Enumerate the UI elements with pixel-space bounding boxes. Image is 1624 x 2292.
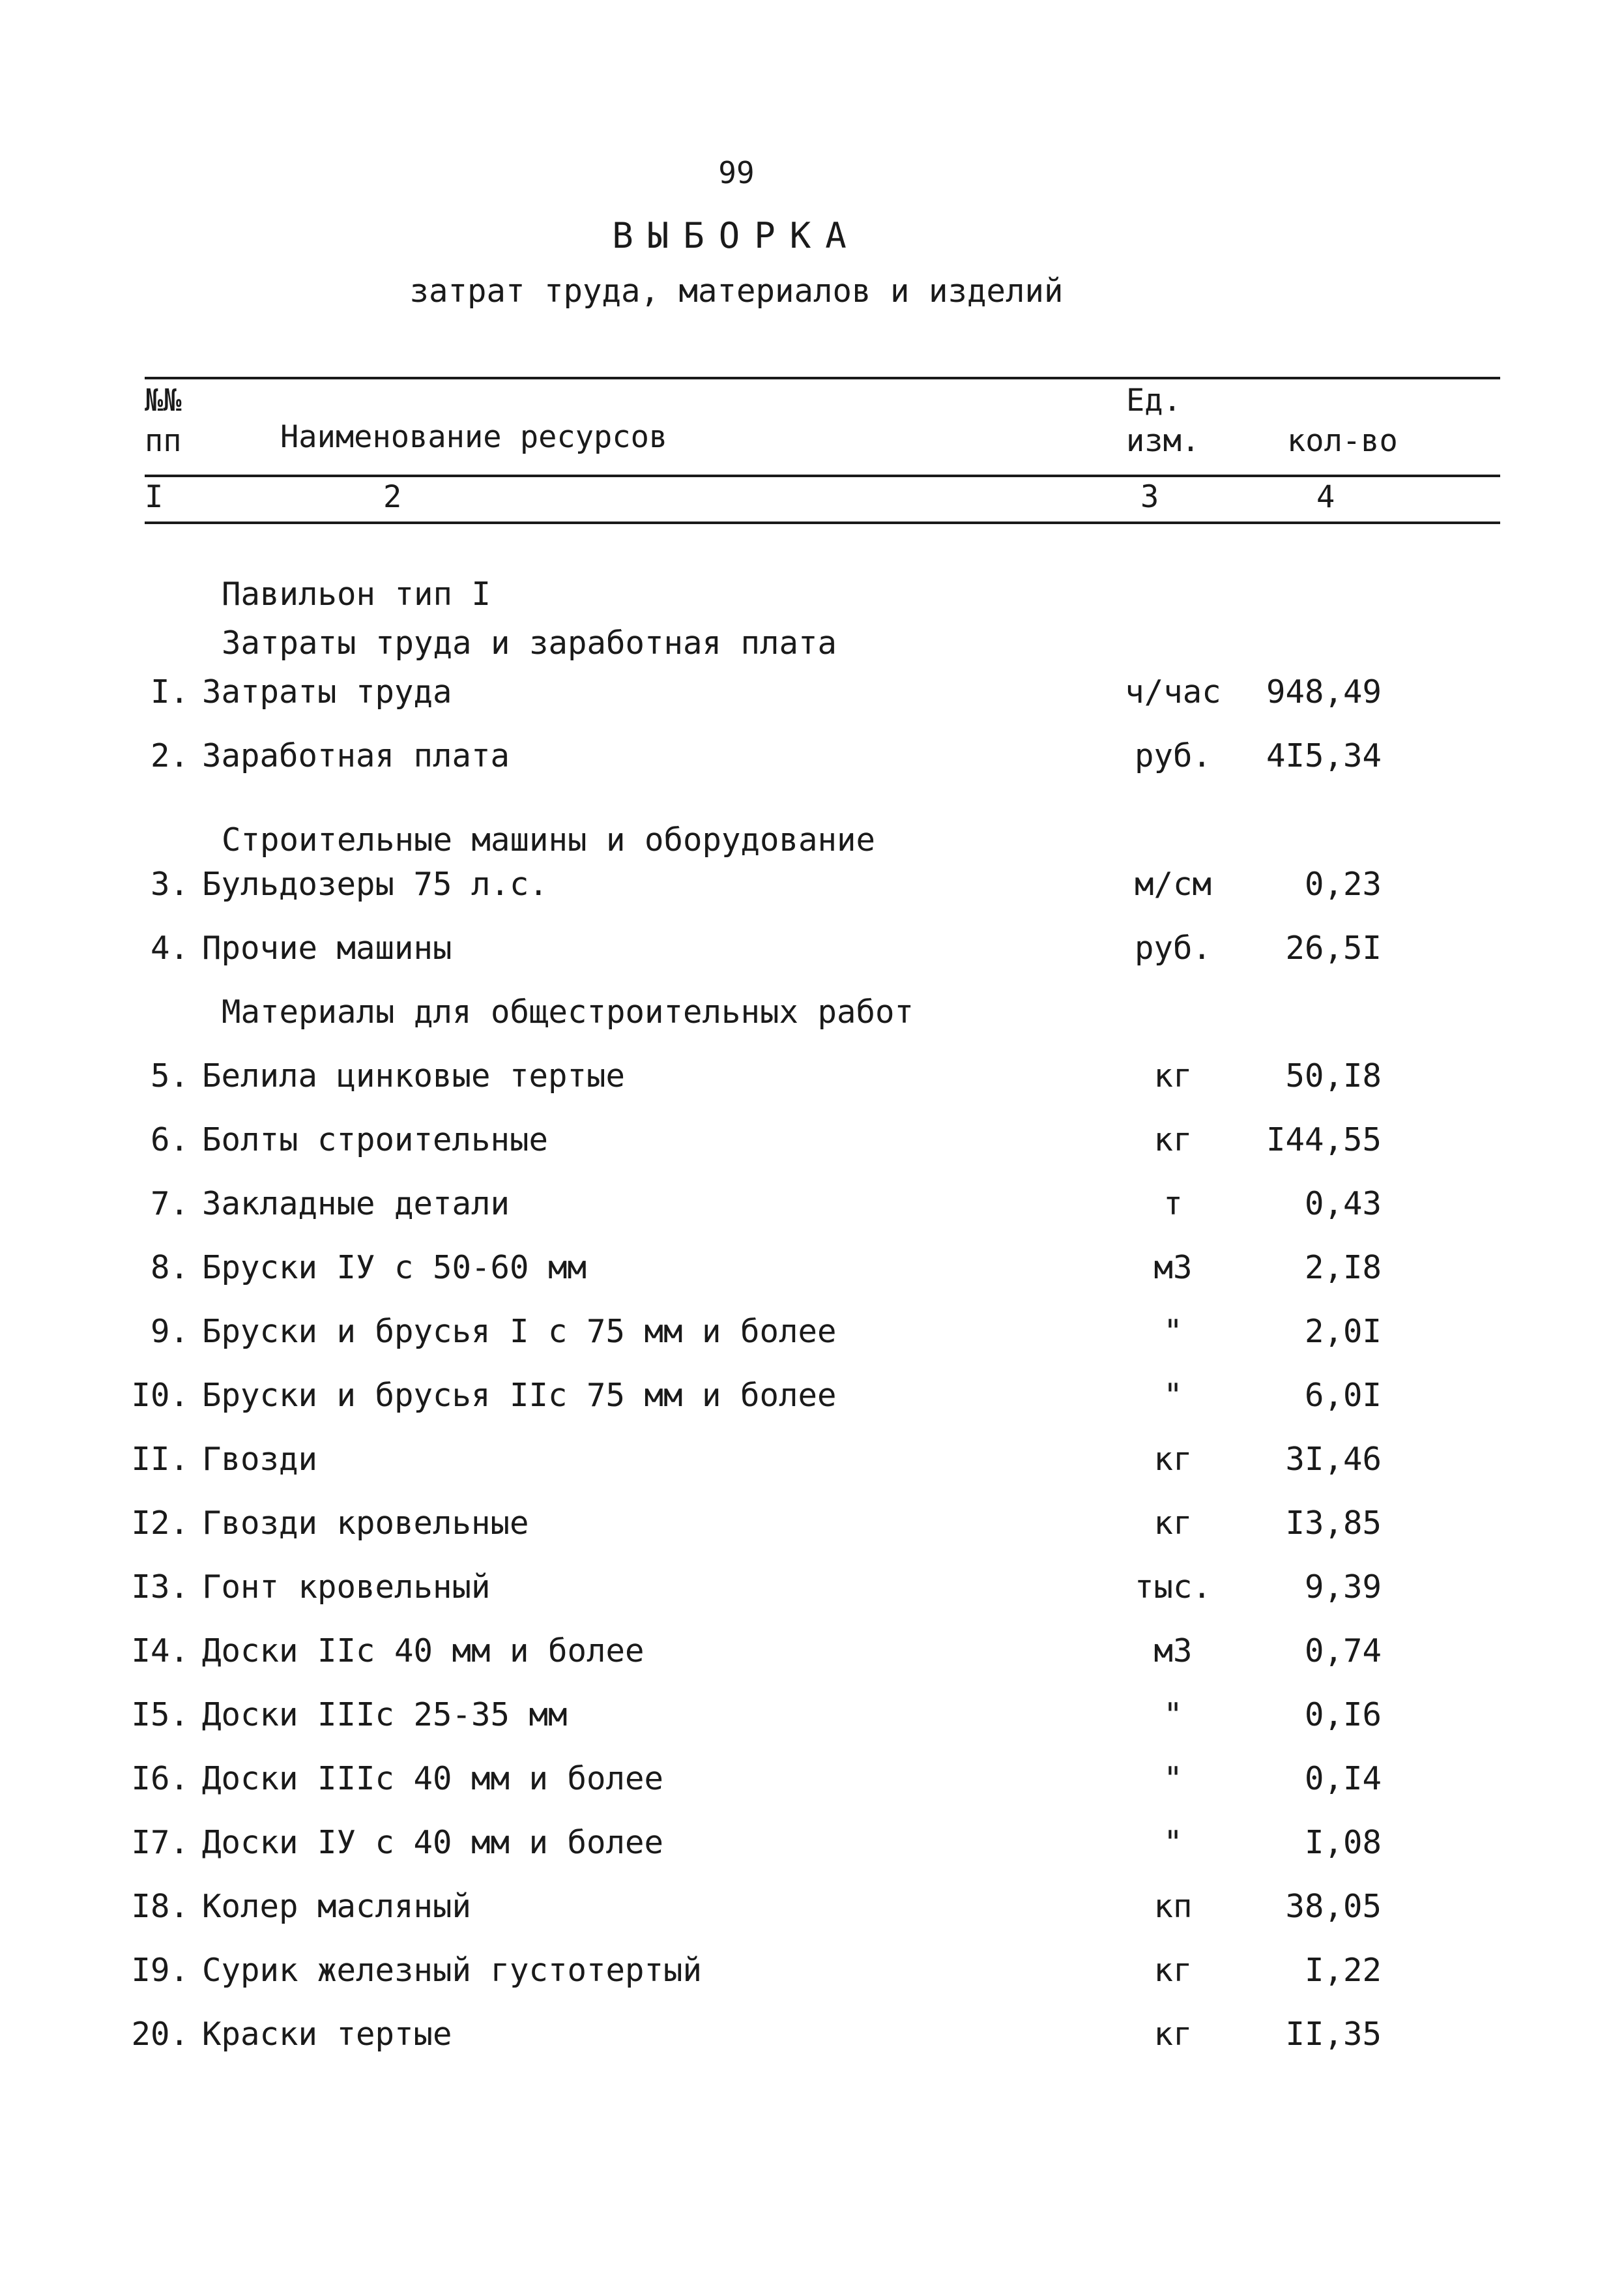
section-heading: Затраты труда и заработная плата [222, 624, 837, 662]
quantity-value: II,35 [1285, 2016, 1382, 2053]
quantity-value: 9,39 [1304, 1568, 1382, 1606]
row-number: 2. [150, 737, 189, 774]
row-number: I8. [131, 1888, 189, 1925]
quantity-value: I,22 [1304, 1952, 1382, 1989]
column-number: 2 [383, 479, 402, 515]
table-row [0, 1119, 1624, 1165]
resource-name: Болты строительные [202, 1121, 549, 1158]
unit-of-measure: кг [1153, 2016, 1193, 2053]
resource-name: Доски IIIс 25-35 мм [202, 1696, 568, 1733]
resource-name: Доски IIIс 40 мм и более [202, 1760, 664, 1797]
unit-of-measure: кг [1153, 1952, 1193, 1989]
header-divider-rule [145, 475, 1500, 477]
unit-of-measure: кп [1153, 1888, 1193, 1925]
section-heading: Строительные машины и оборудование [222, 821, 876, 859]
resource-name: Бруски и брусья IIс 75 мм и более [202, 1377, 837, 1414]
page-number: 99 [718, 155, 755, 190]
table-row [0, 1311, 1624, 1357]
document-title: ВЫБОРКА [612, 215, 861, 256]
unit-of-measure: " [1163, 1824, 1183, 1861]
column-number: 4 [1316, 479, 1335, 515]
table-top-rule [145, 377, 1500, 379]
row-number: I2. [131, 1505, 189, 1542]
header-resource-name: Наименование ресурсов [280, 419, 668, 455]
unit-of-measure: руб. [1134, 930, 1211, 967]
quantity-value: 0,74 [1304, 1632, 1382, 1669]
row-number: 7. [150, 1185, 189, 1222]
column-number-rule [145, 522, 1500, 524]
table-row [0, 1566, 1624, 1612]
resource-name: Бульдозеры 75 л.с. [202, 866, 549, 903]
resource-name: Закладные детали [202, 1185, 510, 1222]
quantity-value: 38,05 [1285, 1888, 1382, 1925]
resource-name: Бруски IУ с 50-60 мм [202, 1249, 587, 1286]
table-row [0, 1886, 1624, 1932]
row-number: I3. [131, 1568, 189, 1606]
row-number: I6. [131, 1760, 189, 1797]
quantity-value: 0,23 [1304, 866, 1382, 903]
unit-of-measure: кг [1153, 1121, 1193, 1158]
table-row [0, 1950, 1624, 1995]
table-row [0, 1247, 1624, 1293]
table-row [0, 1439, 1624, 1484]
unit-of-measure: м/см [1134, 866, 1211, 903]
table-row [0, 1503, 1624, 1548]
document-subtitle: затрат труда, материалов и изделий [409, 272, 1064, 310]
row-number: 9. [150, 1313, 189, 1350]
unit-of-measure: руб. [1134, 737, 1211, 774]
quantity-value: 948,49 [1266, 673, 1382, 711]
table-row [0, 735, 1624, 781]
table-row [0, 1375, 1624, 1420]
unit-of-measure: м3 [1153, 1632, 1193, 1669]
quantity-value: I,08 [1304, 1824, 1382, 1861]
unit-of-measure: кг [1153, 1505, 1193, 1542]
resource-name: Колер масляный [202, 1888, 472, 1925]
quantity-value: 26,5I [1285, 930, 1382, 967]
quantity-value: 0,I6 [1304, 1696, 1382, 1733]
unit-of-measure: " [1163, 1760, 1183, 1797]
unit-of-measure: тыс. [1134, 1568, 1211, 1606]
table-row [0, 671, 1624, 717]
row-number: I7. [131, 1824, 189, 1861]
unit-of-measure: " [1163, 1377, 1183, 1414]
resource-name: Сурик железный густотертый [202, 1952, 703, 1989]
header-unit: Ед. изм. [1126, 383, 1200, 459]
row-number: 6. [150, 1121, 189, 1158]
header-quantity: кол-во [1287, 423, 1398, 459]
unit-of-measure: м3 [1153, 1249, 1193, 1286]
table-row [0, 2014, 1624, 2059]
quantity-value: 3I,46 [1285, 1441, 1382, 1478]
quantity-value: 0,I4 [1304, 1760, 1382, 1797]
resource-name: Заработная плата [202, 737, 510, 774]
unit-of-measure: кг [1153, 1057, 1193, 1095]
row-number: I5. [131, 1696, 189, 1733]
quantity-value: 0,43 [1304, 1185, 1382, 1222]
resource-name: Доски IУ с 40 мм и более [202, 1824, 664, 1861]
table-row [0, 928, 1624, 973]
resource-name: Доски IIс 40 мм и более [202, 1632, 645, 1669]
row-number: 4. [150, 930, 189, 967]
table-row [0, 864, 1624, 909]
row-number: 20. [131, 2016, 189, 2053]
column-number: I [145, 479, 164, 515]
quantity-value: I44,55 [1266, 1121, 1382, 1158]
unit-of-measure: " [1163, 1696, 1183, 1733]
quantity-value: 50,I8 [1285, 1057, 1382, 1095]
table-row [0, 1055, 1624, 1101]
header-number: №№ пп [145, 383, 182, 459]
table-row [0, 1183, 1624, 1229]
table-row [0, 1694, 1624, 1740]
quantity-value: 2,0I [1304, 1313, 1382, 1350]
row-number: I9. [131, 1952, 189, 1989]
table-row [0, 1822, 1624, 1868]
quantity-value: 4I5,34 [1266, 737, 1382, 774]
table-row [0, 1758, 1624, 1804]
resource-name: Прочие машины [202, 930, 452, 967]
quantity-value: 6,0I [1304, 1377, 1382, 1414]
row-number: 3. [150, 866, 189, 903]
row-number: I0. [131, 1377, 189, 1414]
row-number: I4. [131, 1632, 189, 1669]
resource-name: Белила цинковые тертые [202, 1057, 626, 1095]
table-row [0, 1630, 1624, 1676]
resource-name: Гвозди кровельные [202, 1505, 529, 1542]
unit-of-measure: " [1163, 1313, 1183, 1350]
resource-name: Гвозди [202, 1441, 318, 1478]
resource-name: Бруски и брусья I с 75 мм и более [202, 1313, 837, 1350]
resource-name: Краски тертые [202, 2016, 452, 2053]
unit-of-measure: кг [1153, 1441, 1193, 1478]
section-heading: Павильон тип I [222, 576, 491, 613]
resource-name: Гонт кровельный [202, 1568, 491, 1606]
section-heading: Материалы для общестроительных работ [222, 993, 914, 1031]
row-number: 5. [150, 1057, 189, 1095]
row-number: 8. [150, 1249, 189, 1286]
unit-of-measure: ч/час [1125, 673, 1221, 711]
unit-of-measure: т [1163, 1185, 1183, 1222]
column-number: 3 [1140, 479, 1159, 515]
resource-name: Затраты труда [202, 673, 452, 711]
row-number: II. [131, 1441, 189, 1478]
quantity-value: 2,I8 [1304, 1249, 1382, 1286]
quantity-value: I3,85 [1285, 1505, 1382, 1542]
row-number: I. [150, 673, 189, 711]
